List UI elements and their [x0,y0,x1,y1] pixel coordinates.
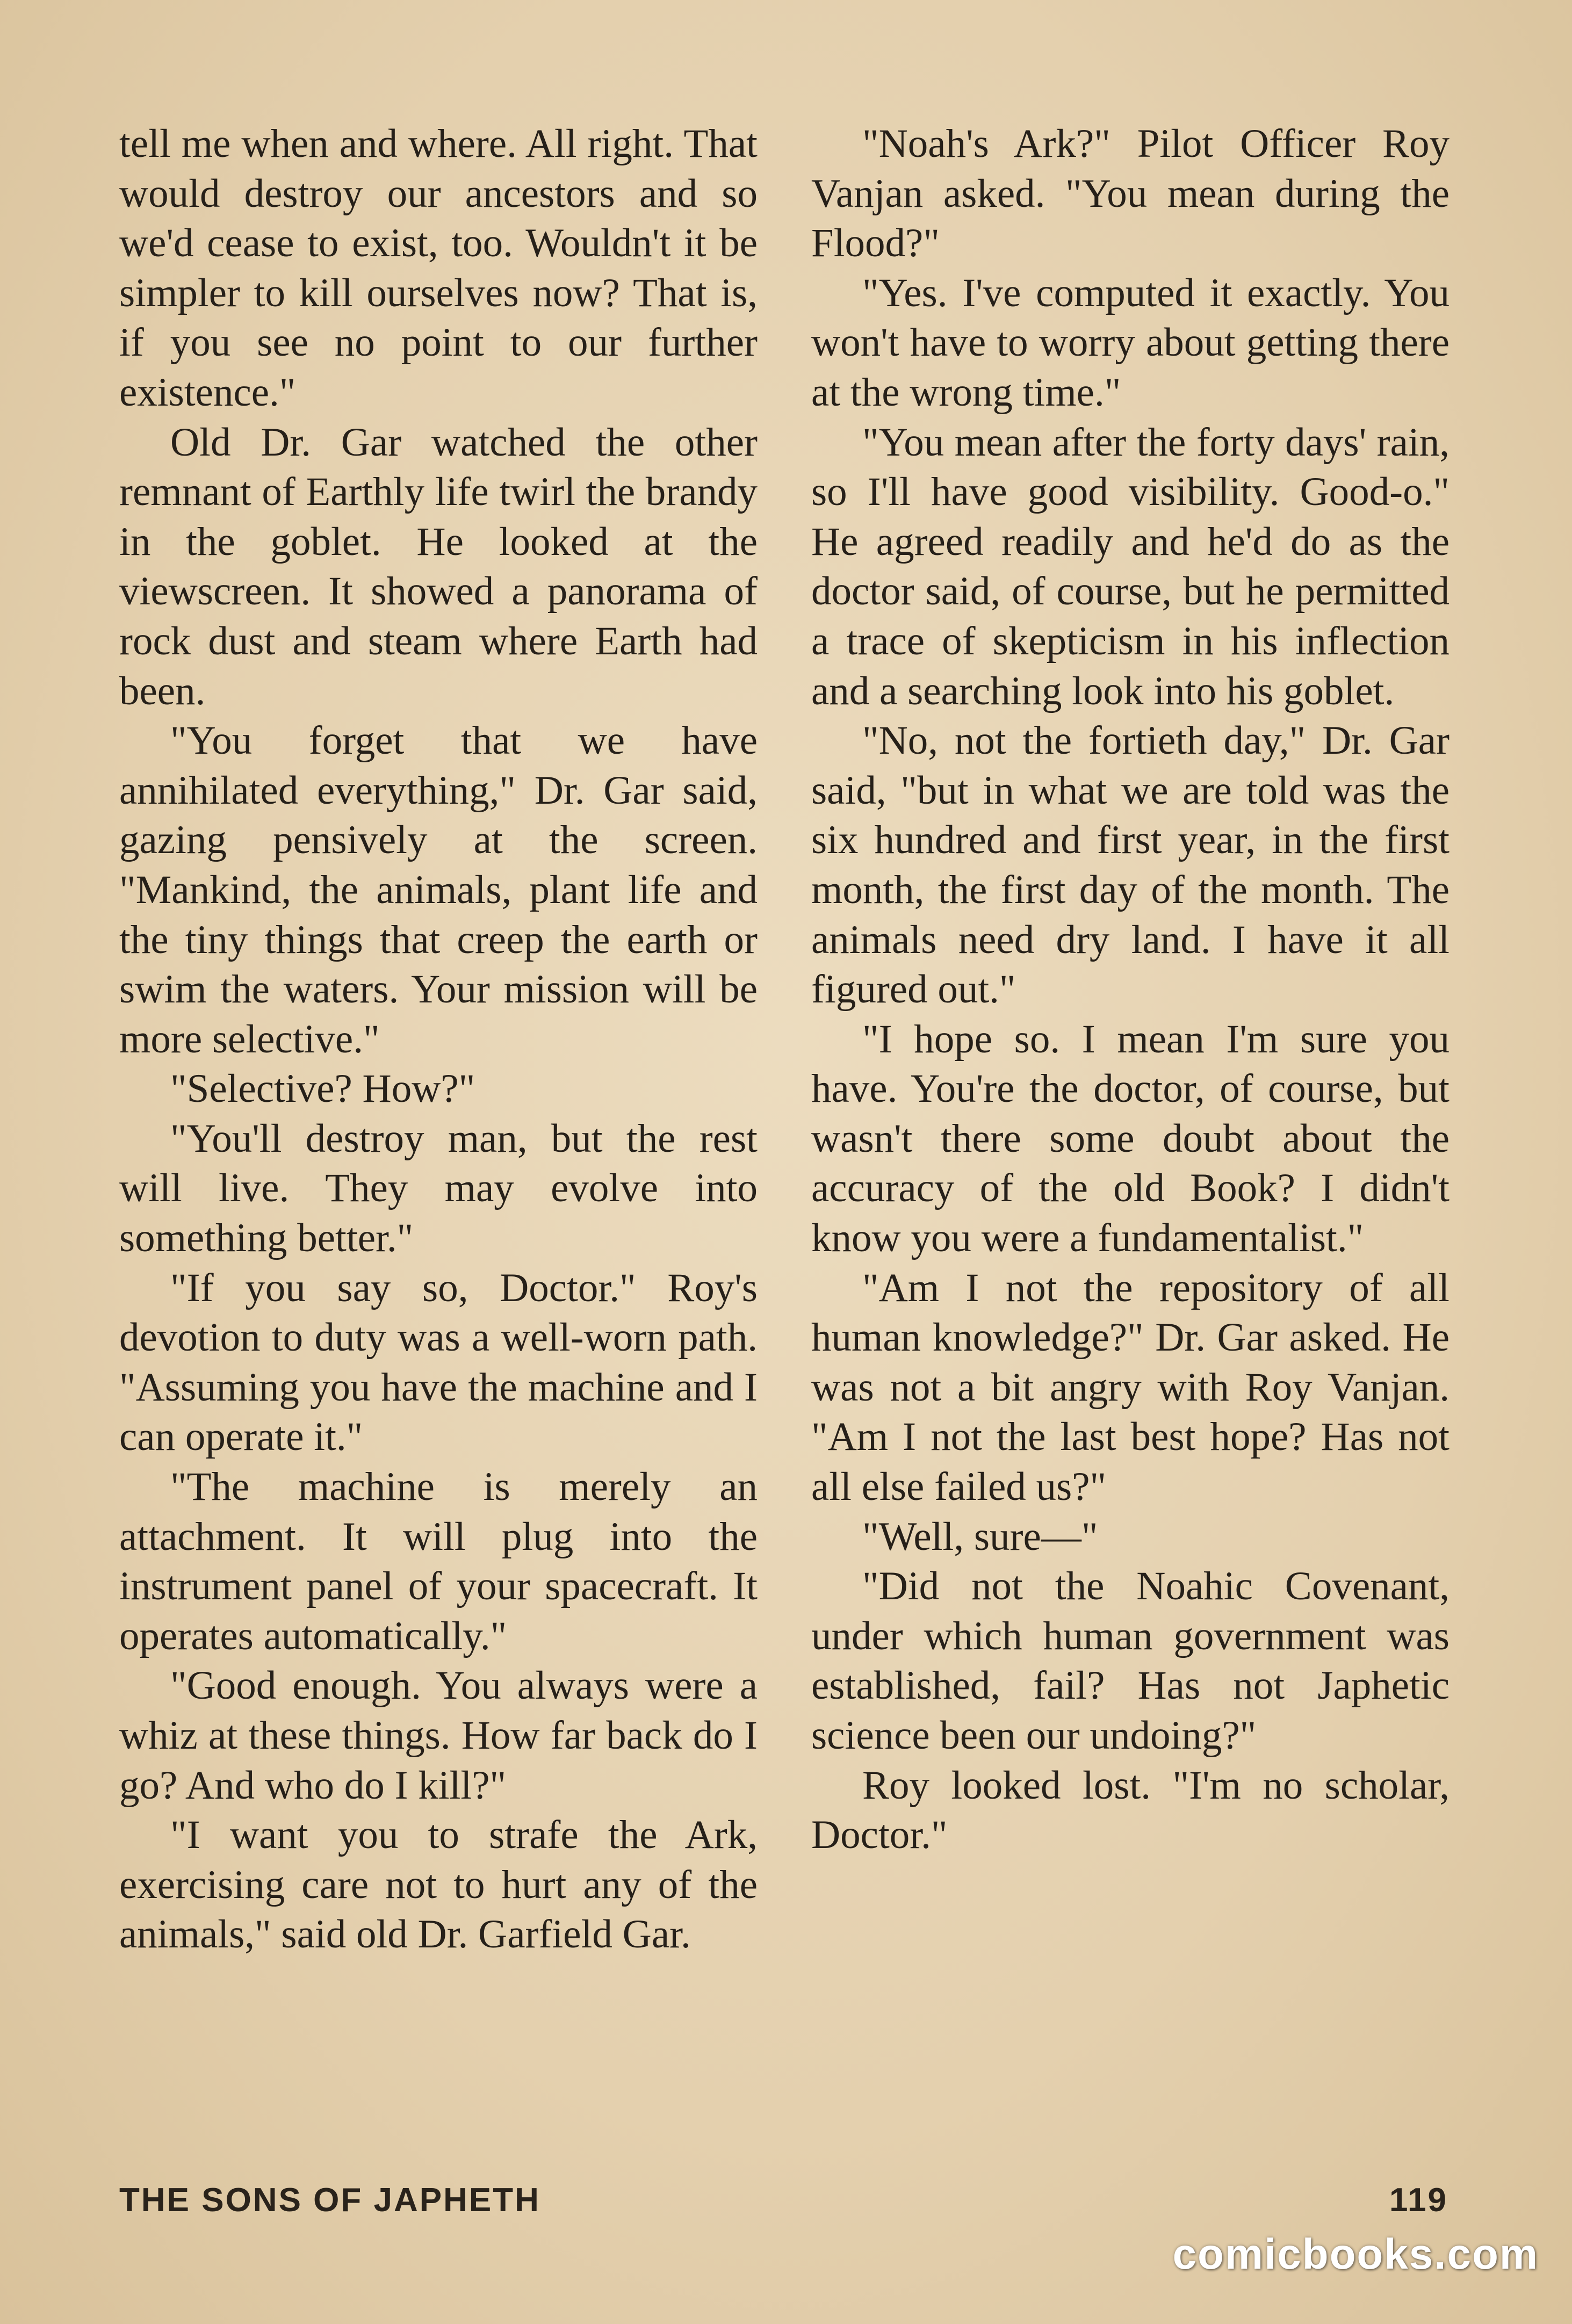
paragraph: "You forget that we have annihilated everything," Dr. Gar said, gazing pensively at the screen. "Mankind, the animals, plant life and the tiny things that creep the earth or swim the waters. Your mission will be more selective." [119,718,758,1062]
paragraph: "You'll destroy man, but the rest will live. They may evolve into something better." [119,1116,758,1261]
running-footer-title: THE SONS OF JAPHETH [119,2182,540,2219]
paragraph: "You mean after the forty days' rain, so I'll have good visibility. Good-o." He agreed readily and he'd do as the doctor said, of course, but he permitted a trace of skepticism in his inflection and a searching look into his goblet. [811,420,1450,713]
paragraph: Old Dr. Gar watched the other remnant of Earthly life twirl the brandy in the goblet. He looked at the viewscreen. It showed a panorama of rock dust and steam where Earth had been. [119,420,758,713]
paragraph: "No, not the fortieth day," Dr. Gar said, "but in what we are told was the six hundred and first year, in the first month, the first day of the month. The animals need dry land. I have it all figured out." [811,718,1450,1012]
paragraph: "I hope so. I mean I'm sure you have. You're the doctor, of course, but wasn't there some doubt about the accuracy of the old Book? I didn't know you were a fundamentalist." [811,1016,1450,1261]
watermark: comicbooks.com [1172,2230,1539,2278]
page-number: 119 [1389,2182,1448,2219]
paragraph: "If you say so, Doctor." Roy's devotion to duty was a well-worn path. "Assuming you have the machine and I can operate it." [119,1265,758,1460]
right-column [811,119,1450,1860]
paragraph: "Noah's Ark?" Pilot Officer Roy Vanjan asked. "You mean during the Flood?" [811,121,1450,266]
paragraph: "Well, sure—" [862,1514,1098,1559]
paragraph: Roy looked lost. "I'm no scholar, Doctor." [811,1763,1450,1858]
paragraph: "Yes. I've computed it exactly. You won't have to worry about getting there at the wrong time." [811,270,1450,415]
paragraph: "Good enough. You always were a whiz at these things. How far back do I go? And who do I kill?" [119,1663,758,1808]
left-column [119,119,758,1960]
paragraph: "Did not the Noahic Covenant, under which human government was established, fail? Has not Japhetic science been our undoing?" [811,1564,1450,1758]
paragraph: "The machine is merely an attachment. It will plug into the instrument panel of your spacecraft. It operates automatically." [119,1464,758,1658]
paragraph: "Am I not the repository of all human knowledge?" Dr. Gar asked. He was not a bit angry with Roy Vanjan. "Am I not the last best hope? Has not all else failed us?" [811,1265,1450,1510]
paragraph: tell me when and where. All right. That would destroy our ancestors and so we'd cease to exist, too. Wouldn't it be simpler to kill ourselves now? That is, if you see no point to our further existence." [119,121,758,415]
paragraph: "I want you to strafe the Ark, exercising care not to hurt any of the animals," said old Dr. Garfield Gar. [119,1813,758,1957]
paragraph: "Selective? How?" [170,1066,475,1112]
